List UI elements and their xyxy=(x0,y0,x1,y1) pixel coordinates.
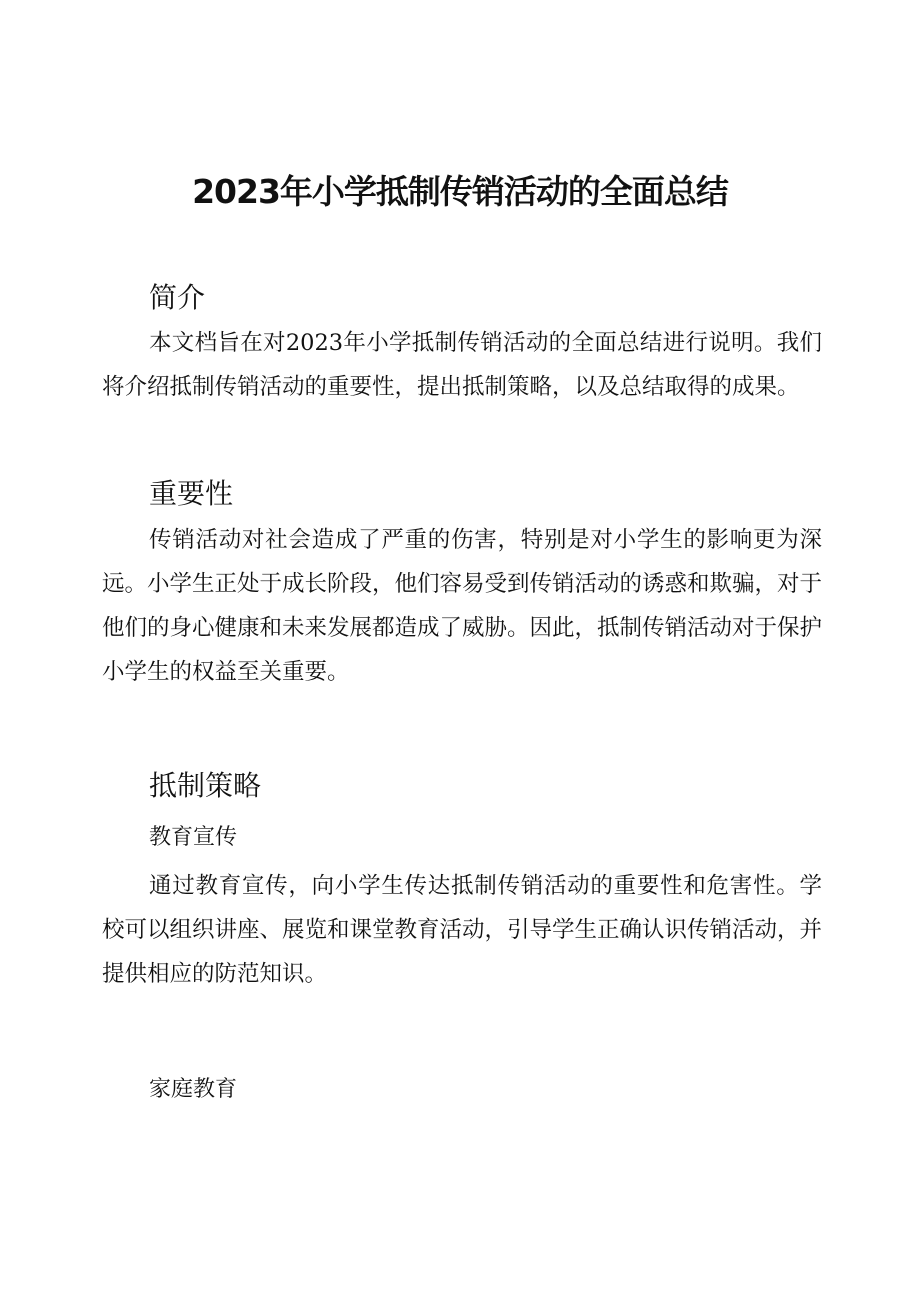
section-heading-strategy: 抵制策略 xyxy=(149,769,262,802)
education-paragraph: 通过教育宣传，向小学生传达抵制传销活动的重要性和危害性。学校可以组织讲座、展览和课堂教育活动，引导学生正确认识传销活动，并提供相应的防范知识。 xyxy=(102,873,823,987)
importance-paragraph: 传销活动对社会造成了严重的伤害，特别是对小学生的影响更为深远。小学生正处于成长阶段，他们容易受到传销活动的诱惑和欺骗，对于他们的身心健康和未来发展都造成了威胁。因此，抵制传销活动对于保护小学生的权益至关重要。 xyxy=(102,527,823,685)
subsection-heading-family: 家庭教育 xyxy=(149,1077,238,1102)
document-title: 2023年小学抵制传销活动的全面总结 xyxy=(192,172,728,211)
subsection-heading-education: 教育宣传 xyxy=(149,825,238,850)
intro-paragraph: 本文档旨在对2023年小学抵制传销活动的全面总结进行说明。我们将介绍抵制传销活动的重要性，提出抵制策略，以及总结取得的成果。 xyxy=(102,330,822,400)
section-heading-intro: 简介 xyxy=(149,281,206,314)
section-heading-importance: 重要性 xyxy=(149,477,234,510)
